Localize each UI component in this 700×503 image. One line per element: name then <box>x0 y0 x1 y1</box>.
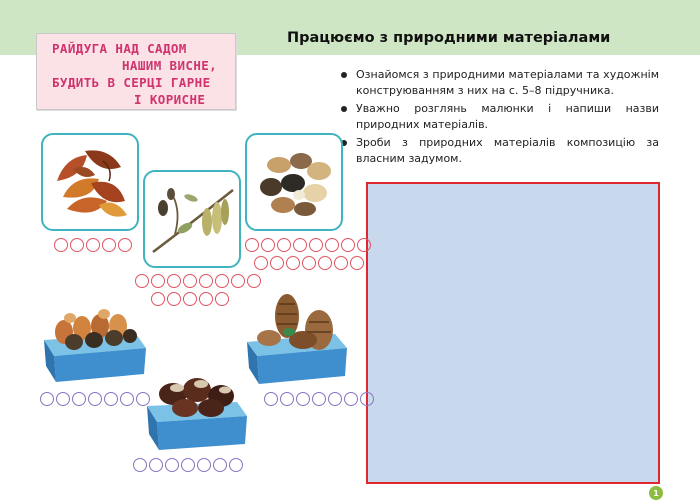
letter-circle[interactable] <box>151 274 165 288</box>
answer-circles-acorns <box>40 392 150 406</box>
letter-circle[interactable] <box>293 238 307 252</box>
composition-drawing-area[interactable] <box>366 182 660 484</box>
letter-circle[interactable] <box>231 274 245 288</box>
letter-circle[interactable] <box>183 292 197 306</box>
poem-banner <box>36 33 236 110</box>
instruction-item: Зроби з природних матеріалів композицію за власним задумом. <box>336 135 659 166</box>
letter-circle[interactable] <box>309 238 323 252</box>
letter-circle[interactable] <box>328 392 342 406</box>
letter-circle[interactable] <box>270 256 284 270</box>
letter-circle[interactable] <box>135 274 149 288</box>
answer-circles-seeds-2 <box>254 256 364 270</box>
leaves-icon <box>43 135 137 229</box>
letter-circle[interactable] <box>280 392 294 406</box>
pinecones-icon <box>243 290 351 385</box>
answer-circles-cones <box>264 392 374 406</box>
letter-circle[interactable] <box>264 392 278 406</box>
instructions-list <box>336 67 659 169</box>
letter-circle[interactable] <box>296 392 310 406</box>
letter-circle[interactable] <box>254 256 268 270</box>
answer-circles-catkins-2 <box>151 292 229 306</box>
letter-circle[interactable] <box>360 392 374 406</box>
letter-circle[interactable] <box>102 238 116 252</box>
chestnuts-icon <box>143 370 249 452</box>
letter-circle[interactable] <box>120 392 134 406</box>
letter-circle[interactable] <box>151 292 165 306</box>
letter-circle[interactable] <box>165 458 179 472</box>
card-catkins <box>143 170 241 268</box>
letter-circle[interactable] <box>86 238 100 252</box>
instruction-item: Ознайомся з природними матеріалами та художнім конструюванням з них на с. 5–8 підручника. <box>336 67 659 98</box>
letter-circle[interactable] <box>199 274 213 288</box>
letter-circle[interactable] <box>215 292 229 306</box>
answer-circles-catkins-1 <box>135 274 261 288</box>
letter-circle[interactable] <box>54 238 68 252</box>
letter-circle[interactable] <box>40 392 54 406</box>
letter-circle[interactable] <box>56 392 70 406</box>
letter-circle[interactable] <box>72 392 86 406</box>
letter-circle[interactable] <box>277 238 291 252</box>
letter-circle[interactable] <box>247 274 261 288</box>
answer-circles-seeds-1 <box>245 238 371 252</box>
letter-circle[interactable] <box>197 458 211 472</box>
banner-line-4: І КОРИСНЕ <box>134 92 206 107</box>
letter-circle[interactable] <box>312 392 326 406</box>
letter-circle[interactable] <box>183 274 197 288</box>
letter-circle[interactable] <box>344 392 358 406</box>
card-seeds <box>245 133 343 231</box>
seeds-icon <box>247 135 341 229</box>
bullet-icon <box>341 72 347 78</box>
letter-circle[interactable] <box>302 256 316 270</box>
letter-circle[interactable] <box>341 238 355 252</box>
letter-circle[interactable] <box>149 458 163 472</box>
letter-circle[interactable] <box>318 256 332 270</box>
answer-circles-leaves <box>54 238 132 252</box>
acorns-icon <box>40 296 150 386</box>
letter-circle[interactable] <box>215 274 229 288</box>
letter-circle[interactable] <box>118 238 132 252</box>
page-title: Працюємо з природними матеріалами <box>287 30 611 46</box>
catkins-icon <box>145 172 239 266</box>
letter-circle[interactable] <box>229 458 243 472</box>
letter-circle[interactable] <box>350 256 364 270</box>
letter-circle[interactable] <box>334 256 348 270</box>
letter-circle[interactable] <box>199 292 213 306</box>
page-number: 1 <box>649 486 663 500</box>
card-autumn-leaves <box>41 133 139 231</box>
banner-line-3: БУДИТЬ В СЕРЦІ ГАРНЕ <box>52 75 211 90</box>
letter-circle[interactable] <box>181 458 195 472</box>
letter-circle[interactable] <box>88 392 102 406</box>
answer-circles-chestnuts <box>133 458 243 472</box>
letter-circle[interactable] <box>357 238 371 252</box>
letter-circle[interactable] <box>167 292 181 306</box>
banner-line-2: НАШИМ ВИСНЕ, <box>122 58 218 73</box>
letter-circle[interactable] <box>133 458 147 472</box>
letter-circle[interactable] <box>167 274 181 288</box>
letter-circle[interactable] <box>261 238 275 252</box>
bullet-icon <box>341 106 347 112</box>
letter-circle[interactable] <box>286 256 300 270</box>
letter-circle[interactable] <box>104 392 118 406</box>
banner-line-1: РАЙДУГА НАД САДОМ <box>52 41 187 56</box>
letter-circle[interactable] <box>70 238 84 252</box>
letter-circle[interactable] <box>325 238 339 252</box>
letter-circle[interactable] <box>213 458 227 472</box>
letter-circle[interactable] <box>245 238 259 252</box>
instruction-item: Уважно розглянь малюнки і напиши назви природних матеріалів. <box>336 101 659 132</box>
